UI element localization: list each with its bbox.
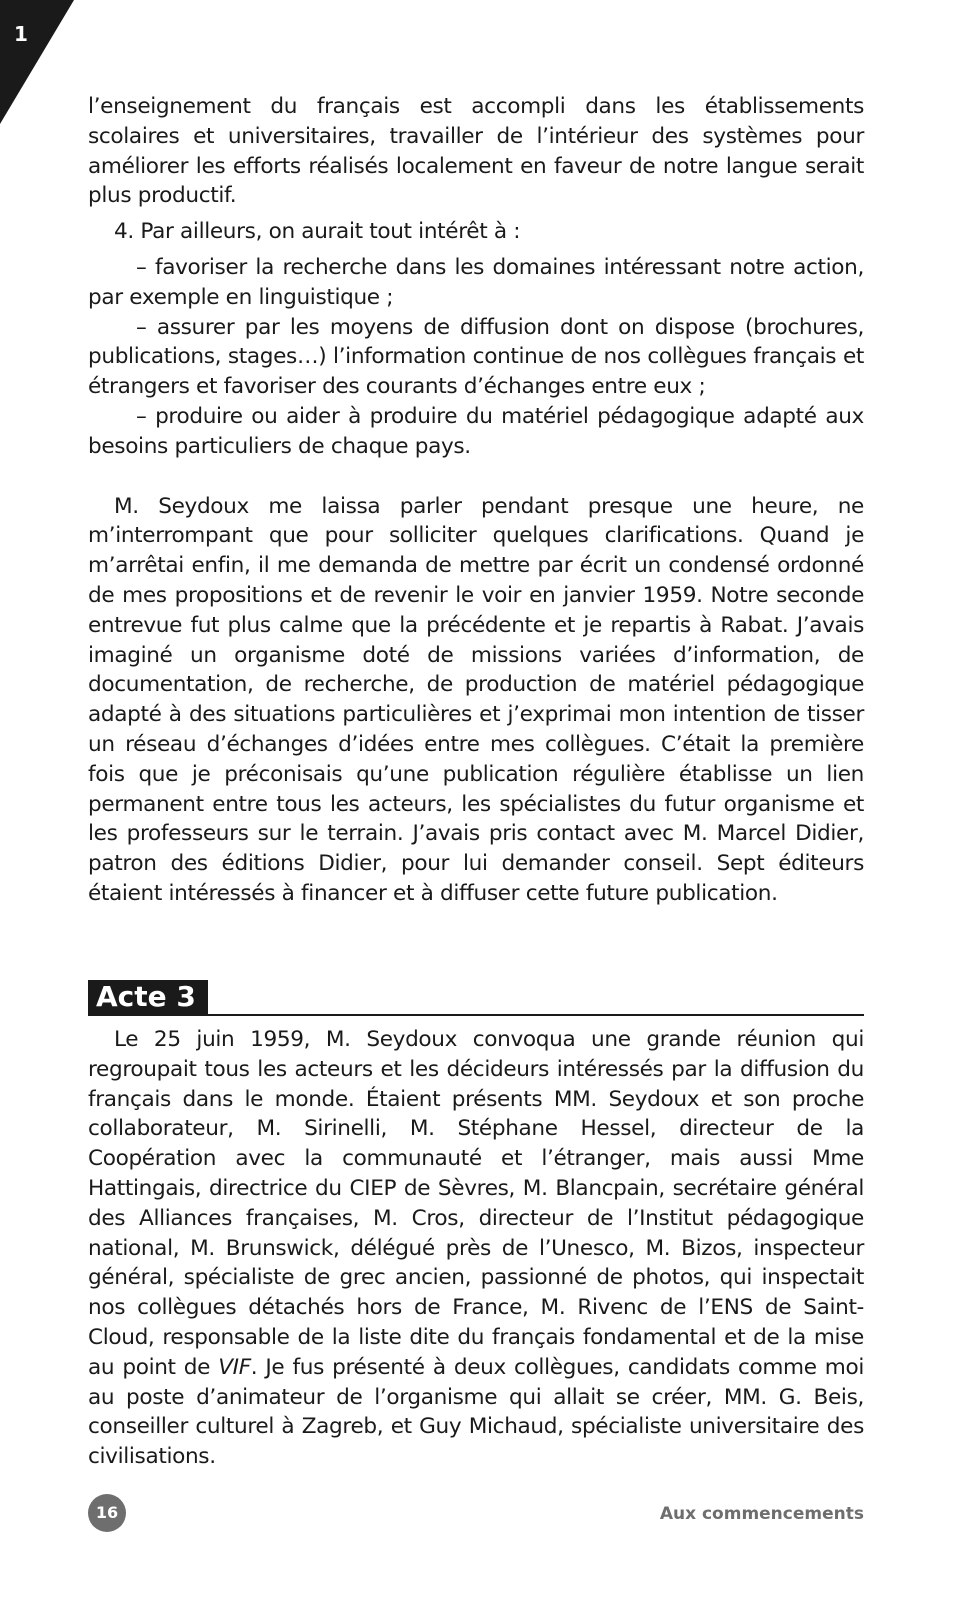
list-item: – assurer par les moyens de diffusion dont on dispose (brochures, publications, stages…) l’information continue de nos collègues français et étrangers et favoriser des courants d’échanges entre eux ; — [88, 314, 864, 400]
paragraph-text: Le 25 juin 1959, M. Seydoux convoqua une grande réunion qui regroupait tous les acteurs et les décideurs intéressés par la diffusion du français dans le monde. Étaient présents MM. Seydoux et son proche collaborateur, M. Sirinelli, M. Stéphane Hessel, directeur de la Coopération avec la communauté et l’étranger, mais aussi Mme Hattingais, directrice du CIEP de Sèvres, M. Blancpain, secrétaire général des Alliances françaises, M. Cros, directeur de l’Institut pédagogique national, M. Brunswick, délégué près de l’Unesco, M. Bizos, inspecteur général, spécialiste de grec ancien, passionné de photos, qui inspectait nos collègues détachés hors de France, M. Rivenc de l’ENS de Saint-Cloud, responsable de la liste dite du français fondamental et de la mise au point de — [88, 1027, 864, 1380]
body-paragraph: M. Seydoux me laissa parler pendant presque une heure, ne m’interrompant que pour solliciter quelques clarifications. Quand je m’arrêtai enfin, il me demanda de mettre par écrit un condensé ordonné de mes propositions et de revenir le voir en janvier 1959. Notre seconde entrevue fut plus calme que la précédente et je repartis à Rabat. J’avais imaginé un organisme doté de missions variées d’information, de documentation, de recherche, de production de matériel pédagogique adapté à des situations particulières et j’exprimai mon intention de tisser un réseau d’échanges d’idées entre mes collègues. C’était la première fois que je préconisais qu’une publication régulière établisse un lien permanent entre tous les acteurs, les spécialistes du futur organisme et les professeurs sur le terrain. J’avais pris contact avec M. Marcel Didier, patron des éditions Didier, pour lui demander conseil. Sept éditeurs étaient intéressés à financer et à diffuser cette future publication. — [88, 493, 864, 906]
list-item: – favoriser la recherche dans les domaines intéressant notre action, par exemple en linguistique ; — [88, 254, 864, 310]
section-one-body — [88, 92, 864, 909]
list-item: – produire ou aider à produire du matériel pédagogique adapté aux besoins particuliers de chaque pays. — [88, 403, 864, 459]
chapter-corner-tab — [0, 0, 80, 130]
section-two-body — [88, 1025, 864, 1472]
section-heading: Acte 3 — [88, 980, 208, 1014]
running-title: Aux commencements — [659, 1504, 864, 1524]
intro-paragraph: l’enseignement du français est accompli dans les établissements scolaires et universitaires, travailler de l’intérieur des systèmes pour améliorer les efforts réalisés localement en faveur de notre langue serait plus productif. — [88, 94, 864, 209]
page-number-badge: 16 — [88, 1494, 126, 1532]
bullet-list — [88, 253, 864, 462]
paragraph-text: . Je fus présenté à deux collègues, candidats comme moi au poste d’animateur de l’organisme qui allait se créer, MM. G. Beis, conseiller culturel à Zagreb, et Guy Michaud, spécialiste universitaire des civilisations. — [88, 1354, 865, 1470]
italic-title: VIF — [218, 1354, 251, 1380]
chapter-number: 1 — [14, 22, 28, 46]
body-paragraph — [88, 1025, 864, 1472]
numbered-point: 4. Par ailleurs, on aurait tout intérêt à : — [114, 219, 521, 245]
section-heading-rule — [88, 978, 864, 1016]
